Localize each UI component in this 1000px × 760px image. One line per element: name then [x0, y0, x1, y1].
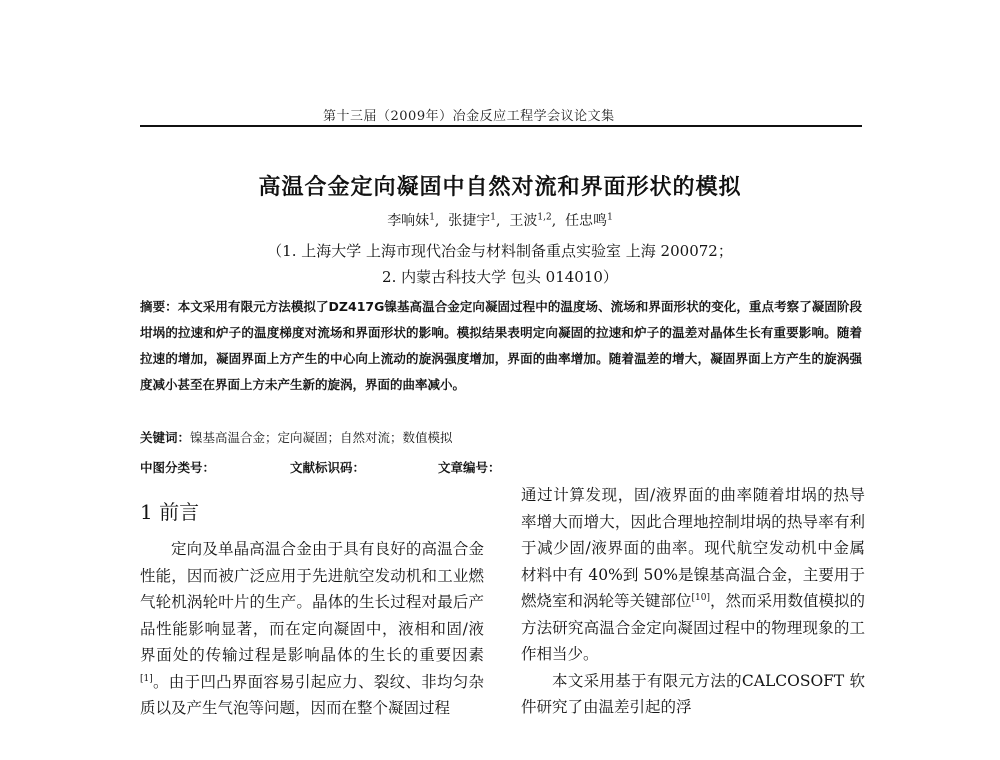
- body-paragraph: [521, 482, 865, 668]
- abstract: [140, 294, 862, 398]
- author-affiliation-mark: 1: [490, 212, 497, 223]
- citation-ref: [1]: [140, 673, 153, 684]
- keywords-label: 关键词：: [140, 430, 191, 445]
- affiliation-line-1: （1. 上海大学 上海市现代冶金与材料制备重点实验室 上海 200072；: [267, 242, 733, 260]
- body-text: ，然而采用数值模拟的方法研究高温合金定向凝固过程中的物理现象的工作相当少。: [521, 592, 866, 663]
- citation-ref: [10]: [691, 592, 710, 603]
- body-paragraph: 本文采用基于有限元方法的CALCOSOFT 软件研究了由温差引起的浮: [521, 671, 865, 716]
- article-number-label: 文章编号：: [438, 460, 501, 475]
- abstract-text: 本文采用有限元方法模拟了DZ417G镍基高温合金定向凝固过程中的温度场、流场和界面形状的变化，重点考察了凝固阶段坩埚的拉速和炉子的温度梯度对流场和界面形状的影响。模拟结果表明定向凝固的拉速和炉子的温差对晶体生长有重要影响。随着拉速的增加，凝固界面上方产生的中心向上流动的旋涡强度增加，界面的曲率增加。随着温差的增大，凝固界面上方产生的旋涡强度减小甚至在界面上方未产生新的旋涡，界面的曲率减小。: [140, 299, 862, 392]
- author-affiliation-mark: 1: [429, 212, 435, 223]
- author-list: 李响妹$^1$, 张捷宇$^1$, 王波$^{1,2}$, 任忠鸣$^1$: [387, 212, 613, 229]
- abstract-label: 摘要：: [140, 299, 178, 314]
- author-affiliation-mark: 1: [607, 212, 613, 223]
- keywords-text: 镍基高温合金；定向凝固；自然对流；数值模拟: [190, 430, 453, 445]
- body-text: 。由于凹凸界面容易引起应力、裂纹、非均匀杂质以及产生气泡等问题，因而在整个凝固过程: [140, 672, 484, 717]
- body-paragraph: [140, 536, 484, 722]
- paper-title: 高温合金定向凝固中自然对流和界面形状的模拟: [258, 175, 742, 200]
- keywords: [140, 428, 453, 446]
- body-text: 定向及单晶高温合金由于具有良好的高温合金性能，因而被广泛应用于先进航空发动机和工业燃气轮机涡轮叶片的生产。晶体的生长过程对最后产品性能影响显著，而在定向凝固中，液相和固/液界面处的传输过程是影响晶体的生长的重要因素: [140, 540, 484, 664]
- body-column-left: [140, 536, 484, 722]
- author-name: 张捷宇: [448, 213, 491, 229]
- author-name: 李响妹: [387, 213, 430, 229]
- header-rule: [140, 125, 862, 127]
- affiliation-line-2: 2. 内蒙古科技大学 包头 014010）: [382, 268, 618, 286]
- body-column-right: [521, 482, 865, 721]
- author-name: 王波: [509, 213, 538, 229]
- author-name: 任忠鸣: [565, 213, 608, 229]
- section-heading: 1 前言: [140, 500, 200, 524]
- running-head: 第十三届（2009年）冶金反应工程学会议论文集: [323, 109, 615, 124]
- author-affiliation-mark: 1,2: [537, 212, 552, 223]
- body-text: 通过计算发现，固/液界面的曲率随着坩埚的热导率增大而增大，因此合理地控制坩埚的热导率有利于减少固/液界面的曲率。现代航空发动机中金属材料中有 40%到 50%是镍基高温合金，主要用于燃烧室和涡轮等关键部位: [521, 486, 865, 610]
- document-code-label: 文献标识码：: [290, 460, 366, 475]
- clc-number-label: 中图分类号：: [140, 460, 216, 475]
